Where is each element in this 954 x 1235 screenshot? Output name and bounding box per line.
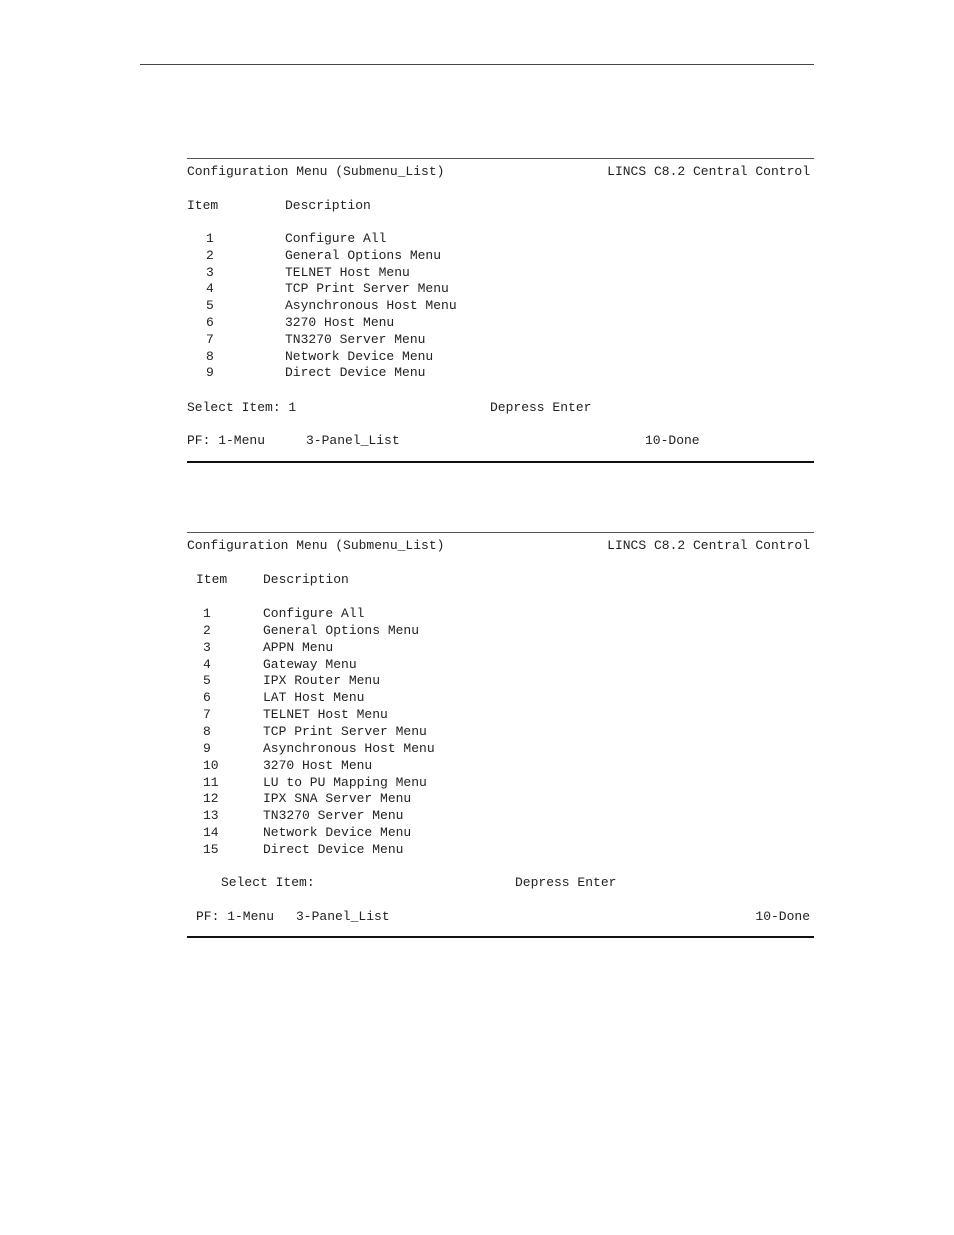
panel-title: Configuration Menu (Submenu_List) xyxy=(187,164,445,179)
menu-item-label[interactable]: Configure All xyxy=(285,231,387,246)
menu-item-number: 2 xyxy=(203,623,211,638)
page-header-rule xyxy=(140,64,814,65)
column-header-description: Description xyxy=(263,572,349,587)
menu-item-label[interactable]: TN3270 Server Menu xyxy=(285,332,426,347)
menu-item-number: 10 xyxy=(203,758,219,773)
pf-done-key[interactable]: 10-Done xyxy=(755,909,810,924)
menu-item-number: 14 xyxy=(203,825,219,840)
menu-item-label[interactable]: LU to PU Mapping Menu xyxy=(263,775,427,790)
menu-item-label[interactable]: General Options Menu xyxy=(285,248,442,263)
menu-item-number: 1 xyxy=(206,231,214,246)
menu-item-number: 7 xyxy=(206,332,214,347)
menu-item-label[interactable]: Network Device Menu xyxy=(285,349,434,364)
menu-item-number: 9 xyxy=(206,365,214,380)
menu-item-number: 2 xyxy=(206,248,214,263)
menu-item-number: 12 xyxy=(203,791,219,806)
menu-item-number: 8 xyxy=(203,724,211,739)
pf-panel-list-key[interactable]: 3-Panel_List xyxy=(296,909,390,924)
menu-item-label[interactable]: 3270 Host Menu xyxy=(285,315,395,330)
menu-item-label[interactable]: Network Device Menu xyxy=(263,825,412,840)
menu-item-number: 5 xyxy=(203,673,211,688)
menu-item-number: 6 xyxy=(206,315,214,330)
menu-item-number: 15 xyxy=(203,842,219,857)
menu-item-label[interactable]: IPX SNA Server Menu xyxy=(263,791,412,806)
pf-panel-list-key[interactable]: 3-Panel_List xyxy=(306,433,400,448)
menu-item-label[interactable]: Direct Device Menu xyxy=(263,842,404,857)
menu-item-number: 1 xyxy=(203,606,211,621)
menu-item-label[interactable]: Gateway Menu xyxy=(263,657,357,672)
menu-item-number: 13 xyxy=(203,808,219,823)
menu-item-number: 8 xyxy=(206,349,214,364)
select-item-prompt[interactable]: Select Item: 1 xyxy=(187,400,297,415)
menu-item-label[interactable]: General Options Menu xyxy=(263,623,420,638)
menu-item-label[interactable]: TN3270 Server Menu xyxy=(263,808,404,823)
depress-enter-hint: Depress Enter xyxy=(515,875,617,890)
menu-item-label[interactable]: LAT Host Menu xyxy=(263,690,365,705)
menu-item-label[interactable]: TELNET Host Menu xyxy=(285,265,410,280)
column-header-item: Item xyxy=(187,198,219,213)
menu-item-label[interactable]: TELNET Host Menu xyxy=(263,707,388,722)
menu-item-label[interactable]: TCP Print Server Menu xyxy=(263,724,427,739)
menu-item-number: 6 xyxy=(203,690,211,705)
pf-done-key[interactable]: 10-Done xyxy=(645,433,700,448)
menu-item-number: 4 xyxy=(206,281,214,296)
column-header-description: Description xyxy=(285,198,371,213)
system-name: LINCS C8.2 Central Control xyxy=(607,164,810,179)
pf-menu-key[interactable]: PF: 1-Menu xyxy=(187,433,266,448)
panel-title: Configuration Menu (Submenu_List) xyxy=(187,538,445,553)
menu-item-number: 11 xyxy=(203,775,219,790)
menu-item-number: 9 xyxy=(203,741,211,756)
menu-item-label[interactable]: Configure All xyxy=(263,606,365,621)
depress-enter-hint: Depress Enter xyxy=(490,400,592,415)
select-item-prompt[interactable]: Select Item: xyxy=(221,875,315,890)
menu-item-number: 4 xyxy=(203,657,211,672)
panel-bottom-rule xyxy=(187,936,814,938)
column-header-item: Item xyxy=(196,572,228,587)
panel-bottom-rule xyxy=(187,461,814,463)
pf-menu-key[interactable]: PF: 1-Menu xyxy=(196,909,275,924)
menu-item-label[interactable]: APPN Menu xyxy=(263,640,334,655)
menu-item-label[interactable]: TCP Print Server Menu xyxy=(285,281,449,296)
menu-item-number: 3 xyxy=(206,265,214,280)
menu-item-label[interactable]: Asynchronous Host Menu xyxy=(263,741,435,756)
menu-item-label[interactable]: Direct Device Menu xyxy=(285,365,426,380)
menu-item-number: 5 xyxy=(206,298,214,313)
panel-top-rule xyxy=(187,158,814,159)
menu-item-number: 7 xyxy=(203,707,211,722)
panel-top-rule xyxy=(187,532,814,533)
menu-item-label[interactable]: 3270 Host Menu xyxy=(263,758,373,773)
system-name: LINCS C8.2 Central Control xyxy=(607,538,810,553)
menu-item-label[interactable]: IPX Router Menu xyxy=(263,673,381,688)
menu-item-label[interactable]: Asynchronous Host Menu xyxy=(285,298,457,313)
menu-item-number: 3 xyxy=(203,640,211,655)
